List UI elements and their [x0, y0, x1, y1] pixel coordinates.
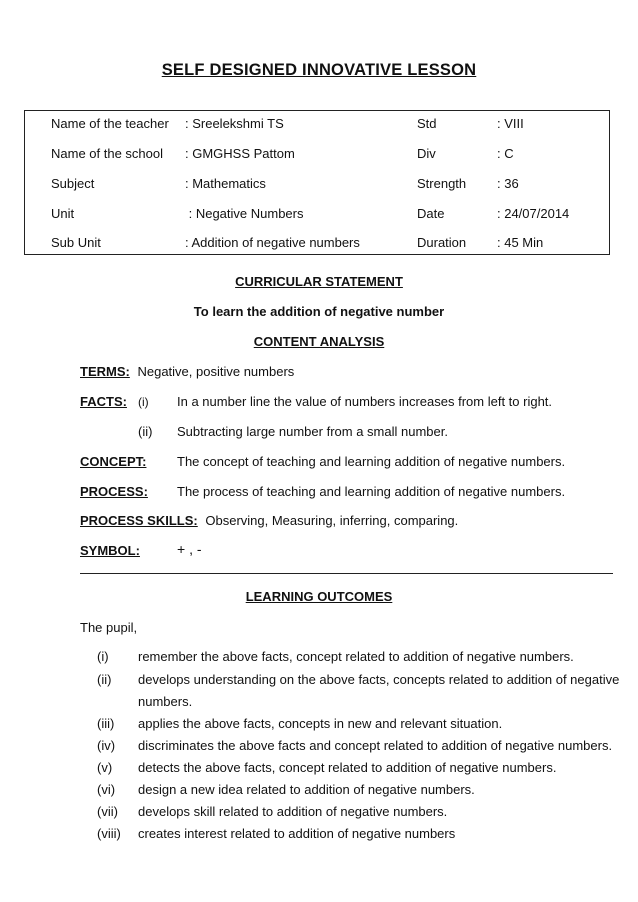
outcome-text: applies the above facts, concepts in new and relevant situation. [138, 716, 503, 731]
date-label: Date [417, 206, 445, 221]
fact-number: (i) [138, 395, 149, 409]
std-value: : VIII [497, 116, 524, 131]
symbol-label: SYMBOL: [80, 543, 140, 558]
duration-label: Duration [417, 235, 467, 250]
terms-row [80, 364, 294, 379]
curricular-heading: CURRICULAR STATEMENT [235, 274, 403, 289]
concept-label: CONCEPT: [80, 454, 147, 469]
learning-outcomes-heading: LEARNING OUTCOMES [245, 589, 393, 604]
terms-text: Negative, positive numbers [137, 364, 295, 379]
strength-label: Strength [417, 176, 467, 191]
duration-value: : 45 Min [497, 235, 544, 250]
fact-text: Subtracting large number from a small number. [177, 424, 448, 439]
outcome-text: develops skill related to addition of negative numbers. [138, 804, 448, 819]
outcome-number: (vii) [97, 804, 118, 819]
outcomes-intro: The pupil, [80, 620, 138, 635]
section-divider [80, 573, 613, 574]
process-skills-label: PROCESS SKILLS: [80, 513, 198, 528]
outcome-number: (iii) [97, 716, 115, 731]
unit-value: : Negative Numbers [185, 206, 304, 221]
outcome-number: (ii) [97, 672, 112, 687]
unit-label: Unit [51, 206, 75, 221]
outcome-text: remember the above facts, concept related to addition of negative numbers. [138, 649, 574, 664]
subunit-value: : Addition of negative numbers [185, 235, 360, 250]
outcome-number: (v) [97, 760, 113, 775]
terms-label: TERMS: [80, 364, 130, 379]
outcome-number: (iv) [97, 738, 116, 753]
subunit-label: Sub Unit [51, 235, 101, 250]
process-skills-text: Observing, Measuring, inferring, comparing. [205, 513, 459, 528]
div-value: : C [497, 146, 514, 161]
teacher-value: : Sreelekshmi TS [185, 116, 284, 131]
outcome-text: creates interest related to addition of negative numbers [138, 826, 456, 841]
outcome-number: (viii) [97, 826, 121, 841]
school-value: : GMGHSS Pattom [185, 146, 295, 161]
school-label: Name of the school [51, 146, 164, 161]
strength-value: : 36 [497, 176, 519, 191]
document-title: SELF DESIGNED INNOVATIVE LESSON [161, 61, 477, 79]
std-label: Std [417, 116, 437, 131]
process-label: PROCESS: [80, 484, 148, 499]
outcome-text-continued: numbers. [138, 694, 193, 709]
div-label: Div [417, 146, 436, 161]
lesson-info-table [24, 110, 610, 255]
outcome-number: (i) [97, 649, 109, 664]
process-text: The process of teaching and learning addition of negative numbers. [177, 484, 566, 499]
outcome-text: discriminates the above facts and concept related to addition of negative numbers. [138, 738, 613, 753]
date-value: : 24/07/2014 [497, 206, 570, 221]
outcome-text: design a new idea related to addition of negative numbers. [138, 782, 475, 797]
outcome-text: develops understanding on the above facts, concepts related to addition of negative [138, 672, 620, 687]
content-analysis-heading: CONTENT ANALYSIS [253, 334, 385, 349]
curricular-text: To learn the addition of negative number [193, 304, 445, 319]
symbol-text: + , - [177, 541, 202, 557]
process-skills-row [80, 513, 458, 528]
subject-label: Subject [51, 176, 95, 191]
outcome-text: detects the above facts, concept related to addition of negative numbers. [138, 760, 557, 775]
teacher-label: Name of the teacher [51, 116, 169, 131]
facts-label: FACTS: [80, 394, 127, 409]
concept-text: The concept of teaching and learning addition of negative numbers. [177, 454, 566, 469]
fact-text: In a number line the value of numbers increases from left to right. [177, 394, 553, 409]
outcome-number: (vi) [97, 782, 116, 797]
fact-number: (ii) [138, 424, 153, 439]
subject-value: : Mathematics [185, 176, 266, 191]
